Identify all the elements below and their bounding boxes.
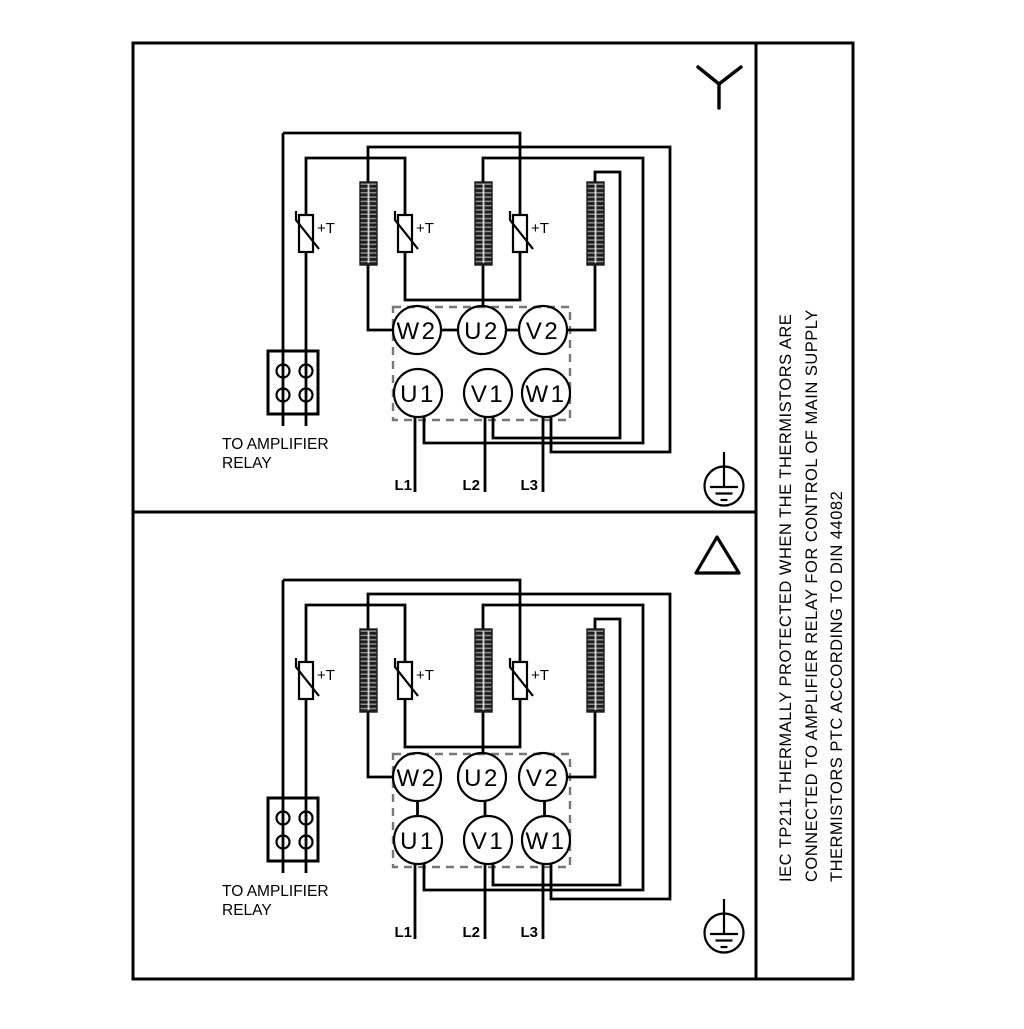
star-panel-geometry: [268, 133, 744, 506]
thermistor-label-2: +T: [416, 220, 434, 237]
delta-bridge-links: [418, 801, 545, 816]
delta-panel-geometry: [268, 580, 744, 953]
relay-note-line1: TO AMPLIFIER: [222, 436, 329, 453]
terminal-label-w1: W1: [525, 828, 567, 855]
terminal-label-v2: V2: [525, 765, 561, 792]
side-note: [777, 309, 846, 882]
terminal-label-u1: U1: [400, 381, 436, 408]
supply-label-l2: L2: [462, 477, 480, 494]
relay-note-line1: TO AMPLIFIER: [222, 883, 329, 900]
supply-label-l1: L1: [394, 924, 412, 941]
terminal-label-v2: V2: [525, 318, 561, 345]
supply-label-l2: L2: [462, 924, 480, 941]
terminal-label-w2: W2: [396, 318, 438, 345]
thermistor-label-2: +T: [416, 667, 434, 684]
supply-label-l1: L1: [394, 477, 412, 494]
terminal-label-v1: V1: [470, 381, 506, 408]
terminal-label-u2: U2: [464, 765, 500, 792]
thermistor-label-1: +T: [317, 220, 335, 237]
side-note-line2: CONNECTED TO AMPLIFIER RELAY FOR CONTROL OF MAIN SUPPLY: [803, 309, 821, 882]
side-note-line3: THERMISTORS PTC ACCORDING TO DIN 44082: [828, 490, 846, 882]
thermistor-label-3: +T: [531, 220, 549, 237]
star-panel: [222, 67, 744, 506]
relay-note-line2: RELAY: [222, 455, 272, 472]
side-note-line1: IEC TP211 THERMALLY PROTECTED WHEN THE THERMISTORS ARE: [777, 313, 795, 882]
thermistor-label-3: +T: [531, 667, 549, 684]
thermistor-label-1: +T: [317, 667, 335, 684]
terminal-label-w2: W2: [396, 765, 438, 792]
terminal-label-u2: U2: [464, 318, 500, 345]
terminal-label-w1: W1: [525, 381, 567, 408]
delta-icon: [696, 537, 739, 573]
delta-panel: [222, 537, 744, 953]
terminal-label-v1: V1: [470, 828, 506, 855]
relay-note-line2: RELAY: [222, 902, 272, 919]
supply-label-l3: L3: [520, 477, 538, 494]
supply-label-l3: L3: [520, 924, 538, 941]
terminal-label-u1: U1: [400, 828, 436, 855]
star-icon: [698, 67, 741, 108]
